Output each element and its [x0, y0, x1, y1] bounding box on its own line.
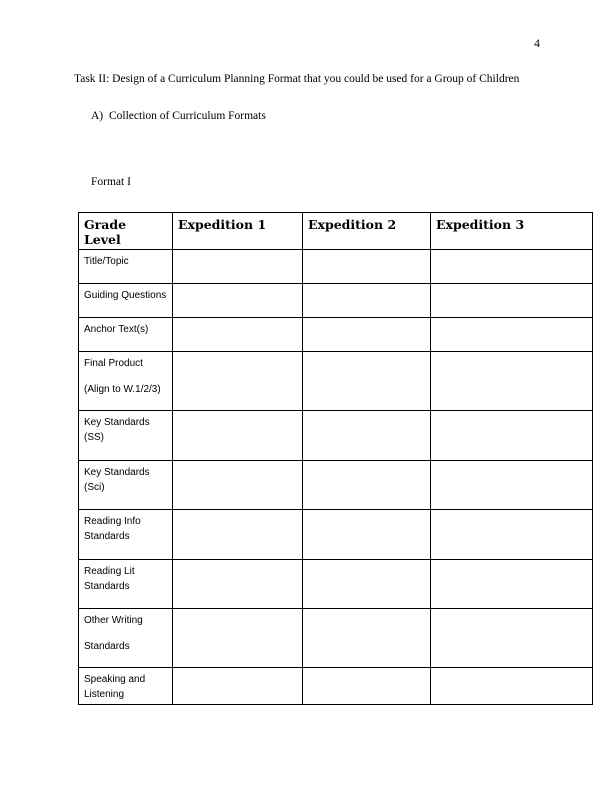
table-row	[79, 609, 593, 668]
cell-expedition-2[interactable]	[303, 668, 431, 705]
table-row	[79, 461, 593, 510]
table-row	[79, 510, 593, 560]
row-label-line: Key Standards	[84, 467, 150, 478]
cell-expedition-3[interactable]	[431, 510, 593, 560]
row-label-line: Final Product	[84, 358, 143, 369]
table-row	[79, 352, 593, 411]
cell-expedition-2[interactable]	[303, 284, 431, 318]
row-label-line: Standards	[84, 641, 130, 652]
cell-expedition-1[interactable]	[173, 352, 303, 411]
cell-expedition-3[interactable]	[431, 284, 593, 318]
row-label-line: Speaking and	[84, 674, 146, 685]
row-label-line: Title/Topic	[84, 256, 129, 267]
table-row	[79, 560, 593, 609]
row-label-line: Standards	[84, 581, 130, 592]
cell-expedition-2[interactable]	[303, 250, 431, 284]
table-header-row	[79, 213, 593, 250]
cell-expedition-1[interactable]	[173, 284, 303, 318]
row-label-final-product	[79, 352, 173, 411]
task-heading: Task II: Design of a Curriculum Planning Format that you could be used for a Group of Children	[74, 73, 520, 85]
cell-expedition-3[interactable]	[431, 668, 593, 705]
cell-expedition-2[interactable]	[303, 318, 431, 352]
cell-expedition-3[interactable]	[431, 609, 593, 668]
curriculum-table	[78, 212, 593, 705]
cell-expedition-1[interactable]	[173, 560, 303, 609]
row-label-anchor-texts	[79, 318, 173, 352]
cell-expedition-3[interactable]	[431, 318, 593, 352]
row-label-line: Other Writing	[84, 615, 143, 626]
row-label-line: (SS)	[84, 432, 104, 443]
cell-expedition-3[interactable]	[431, 461, 593, 510]
cell-expedition-2[interactable]	[303, 352, 431, 411]
format-label: Format I	[91, 176, 131, 188]
cell-expedition-1[interactable]	[173, 609, 303, 668]
cell-expedition-3[interactable]	[431, 560, 593, 609]
cell-expedition-3[interactable]	[431, 250, 593, 284]
section-heading	[91, 110, 266, 122]
cell-expedition-3[interactable]	[431, 411, 593, 461]
cell-expedition-2[interactable]	[303, 609, 431, 668]
header-expedition-2: Expedition 2	[303, 213, 431, 250]
row-label-line: (Sci)	[84, 482, 105, 493]
row-label-other-writing-standards	[79, 609, 173, 668]
header-expedition-1: Expedition 1	[173, 213, 303, 250]
cell-expedition-2[interactable]	[303, 411, 431, 461]
row-label-line: Key Standards	[84, 417, 150, 428]
table-row	[79, 318, 593, 352]
table-row	[79, 411, 593, 461]
row-label-line: Reading Lit	[84, 566, 135, 577]
cell-expedition-1[interactable]	[173, 510, 303, 560]
cell-expedition-1[interactable]	[173, 461, 303, 510]
table-row	[79, 284, 593, 318]
cell-expedition-2[interactable]	[303, 560, 431, 609]
row-label-line: (Align to W.1/2/3)	[84, 384, 161, 395]
page-number: 4	[534, 36, 540, 50]
row-label-line: Guiding Questions	[84, 290, 167, 301]
row-label-line: Listening	[84, 689, 125, 700]
row-label-line: Anchor Text(s)	[84, 324, 149, 335]
row-label-key-standards-ss	[79, 411, 173, 461]
section-marker: A)	[91, 110, 104, 122]
cell-expedition-3[interactable]	[431, 352, 593, 411]
header-grade-level: Grade Level	[79, 213, 173, 250]
row-label-line: Standards	[84, 531, 130, 542]
row-label-speaking-and-listening	[79, 668, 173, 705]
header-expedition-3: Expedition 3	[431, 213, 593, 250]
row-label-key-standards-sci	[79, 461, 173, 510]
cell-expedition-1[interactable]	[173, 318, 303, 352]
cell-expedition-1[interactable]	[173, 250, 303, 284]
row-label-guiding-questions	[79, 284, 173, 318]
table-row	[79, 250, 593, 284]
cell-expedition-2[interactable]	[303, 510, 431, 560]
table-row	[79, 668, 593, 705]
cell-expedition-1[interactable]	[173, 411, 303, 461]
row-label-reading-info-standards	[79, 510, 173, 560]
row-label-reading-lit-standards	[79, 560, 173, 609]
cell-expedition-1[interactable]	[173, 668, 303, 705]
row-label-line: Reading Info	[84, 516, 141, 527]
row-label-title-topic	[79, 250, 173, 284]
cell-expedition-2[interactable]	[303, 461, 431, 510]
section-title: Collection of Curriculum Formats	[109, 110, 266, 122]
